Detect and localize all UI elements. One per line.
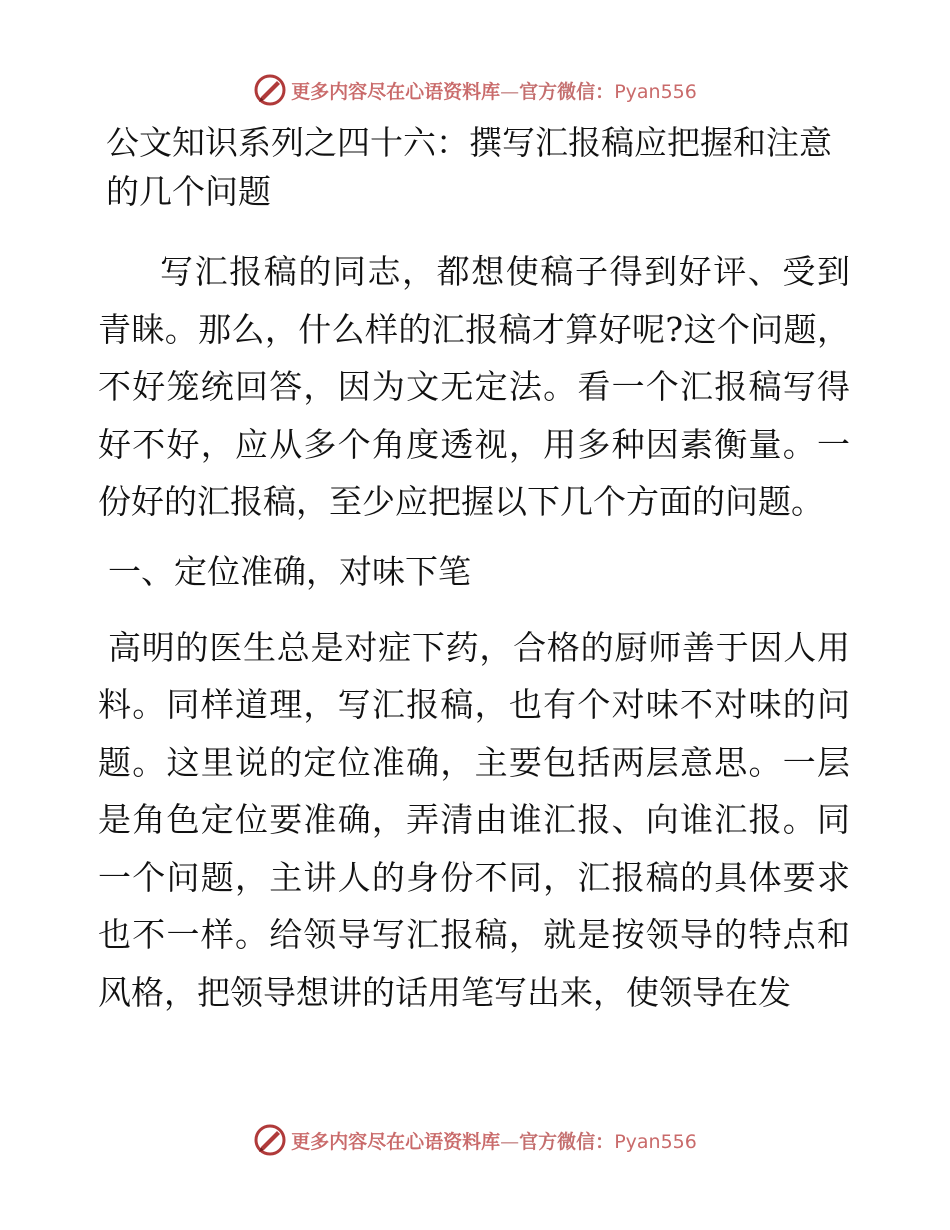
banner-dash: — (500, 1130, 520, 1153)
banner-official: 官方微信： (519, 80, 615, 103)
document-title: 公文知识系列之四十六：撰写汇报稿应把握和注意的几个问题 (106, 123, 832, 211)
footer-banner (0, 1120, 950, 1160)
intro-paragraph: 写汇报稿的同志，都想使稿子得到好评、受到青睐。那么，什么样的汇报稿才算好呢?这个问题，不好笼统回答，因为文无定法。看一个汇报稿写得好不好，应从多个角度透视，用多种因素衡量。一份好的汇报稿，至少应把握以下几个方面的问题。 (98, 252, 850, 521)
banner-brand: 更多内容尽在心语资料库 (291, 1130, 501, 1153)
document-body (98, 118, 850, 1021)
pen-emblem-icon (253, 73, 287, 107)
banner-handle: Pyan556 (614, 80, 697, 103)
section-paragraph: 高明的医生总是对症下药，合格的厨师善于因人用料。同样道理，写汇报稿，也有个对味不对味的问题。这里说的定位准确，主要包括两层意思。一层是角色定位要准确，弄清由谁汇报、向谁汇报。同一个问题，主讲人的身份不同，汇报稿的具体要求也不一样。给领导写汇报稿，就是按领导的特点和风格，把领导想讲的话用笔写出来，使领导在发 (98, 627, 850, 1012)
section-heading: 一、定位准确，对味下笔 (108, 551, 471, 591)
banner-dash: — (500, 80, 520, 103)
banner-text (291, 1127, 697, 1154)
banner-text (291, 77, 697, 104)
banner-brand: 更多内容尽在心语资料库 (291, 80, 501, 103)
pen-emblem-icon (253, 1123, 287, 1157)
header-banner (0, 70, 950, 110)
banner-handle: Pyan556 (614, 1130, 697, 1153)
banner-official: 官方微信： (519, 1130, 615, 1153)
